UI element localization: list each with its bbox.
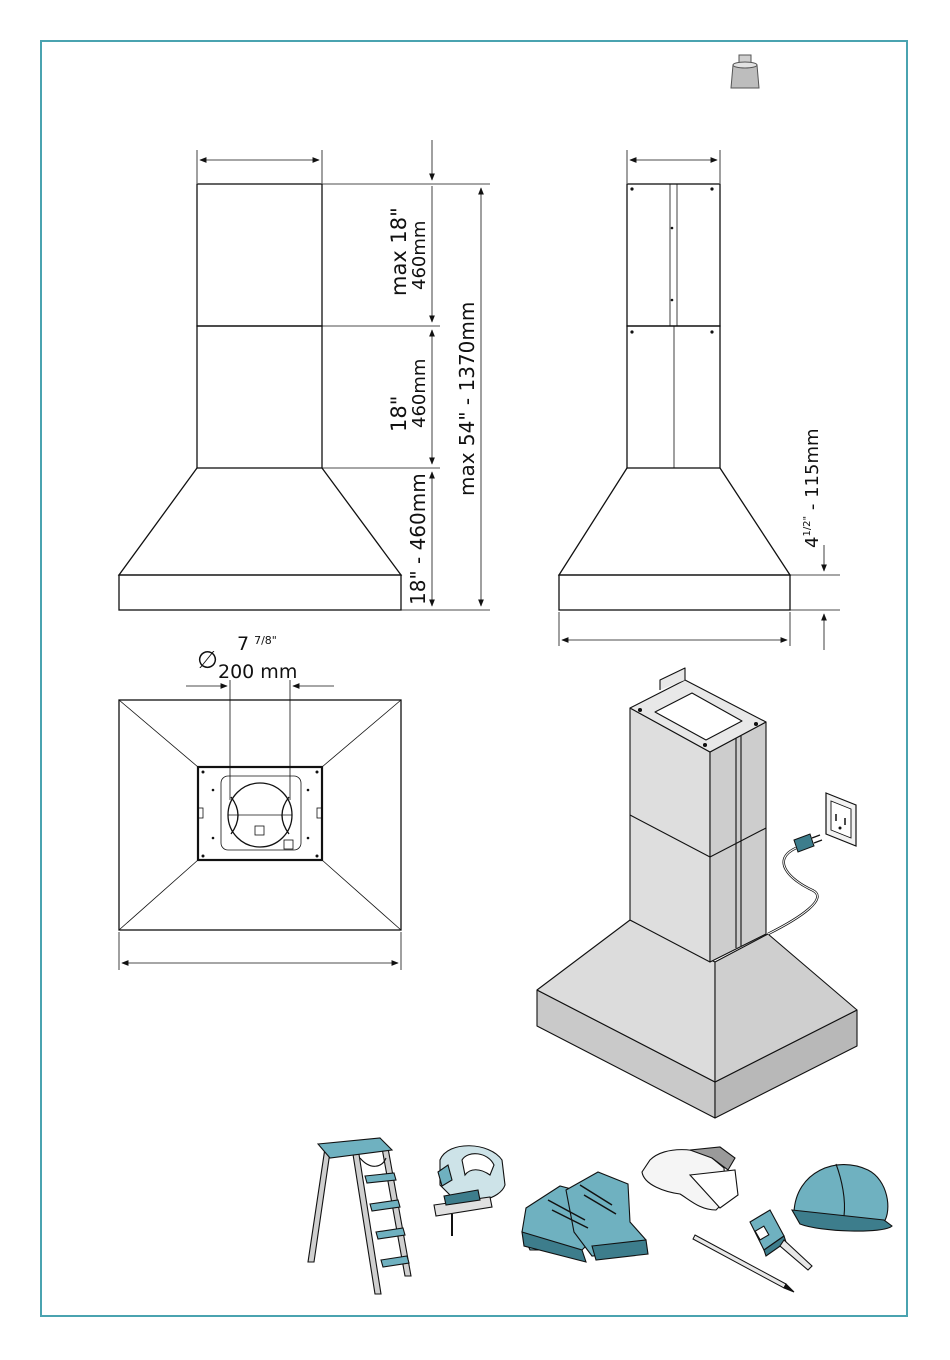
duct-diameter-frac: 7/8" [254,634,277,647]
canopy-dim: 18" - 460mm [406,473,430,605]
duct-diameter-whole: 7 [237,633,250,655]
hard-hat-icon [792,1164,892,1231]
hood-thickness-main: 4 [802,536,823,548]
front-view [119,140,490,610]
hood-isometric [537,668,857,1118]
power-outlet-icon [826,793,856,846]
side-view [559,150,840,650]
diameter-symbol: ∅ [197,646,218,674]
safety-boots-icon [522,1172,648,1262]
gloves-icon [642,1147,738,1210]
total-height-dim: max 54" - 1370mm [455,301,479,496]
lower-chimney-dim-main: 18" [387,395,411,432]
upper-chimney-dim-main: max 18" [387,207,411,296]
plug-cord-icon [768,834,822,934]
jigsaw-icon [434,1146,505,1236]
ladder-icon [308,1138,411,1294]
duct-diameter-inch [237,633,277,655]
lower-chimney-dim-sub: 460mm [409,358,430,428]
hood-thickness-rest: - 115mm [802,428,823,516]
hood-thickness-dim [802,428,823,548]
hood-thickness-frac: 1/2" [802,515,813,537]
duct-diameter-mm: 200 mm [218,661,298,683]
weight-icon [731,55,759,88]
upper-chimney-dim-sub: 460mm [409,220,430,290]
top-view [119,680,401,970]
